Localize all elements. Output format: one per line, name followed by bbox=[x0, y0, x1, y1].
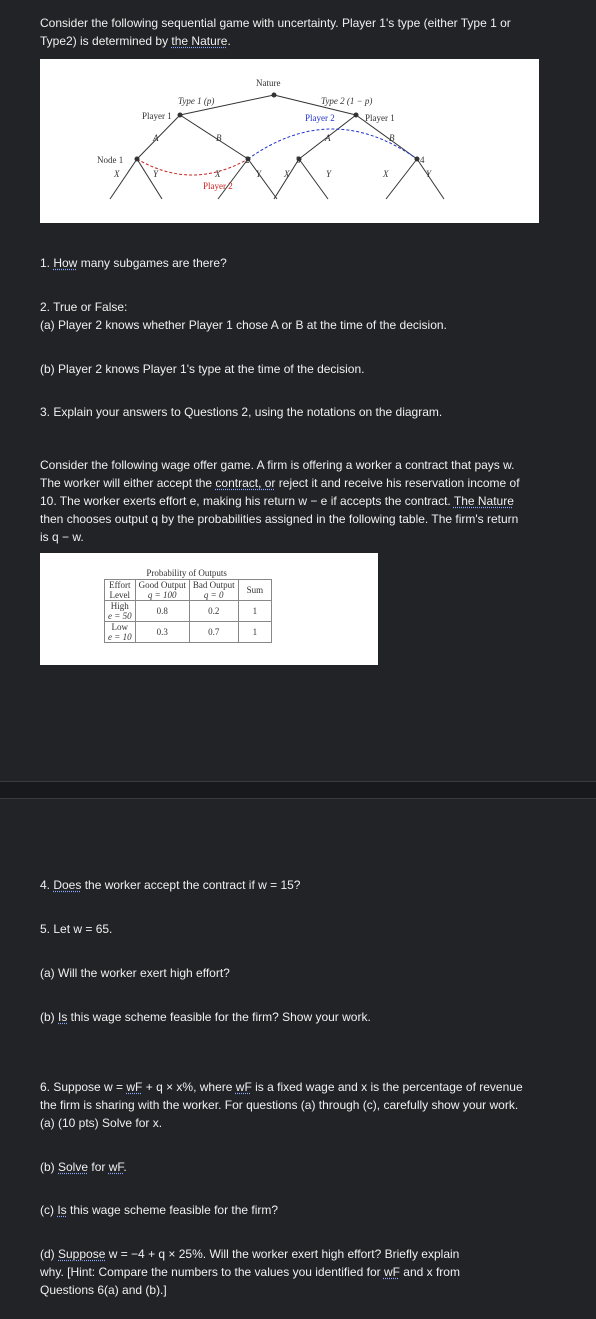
q6d-prefix: (d) bbox=[40, 1247, 58, 1261]
question-5a: (a) Will the worker exert high effort? bbox=[40, 966, 230, 980]
table-cell: 0.8 bbox=[135, 601, 189, 622]
q6b-text: for bbox=[88, 1160, 109, 1174]
q5b-link[interactable]: Is bbox=[58, 1010, 68, 1024]
tree-branch-b-right: B bbox=[389, 133, 395, 143]
page-separator bbox=[0, 781, 596, 799]
q6-link-wf-2[interactable]: wF bbox=[235, 1080, 252, 1094]
question-5-title: 5. Let w = 65. bbox=[40, 922, 113, 936]
tree-branch-a-right: A bbox=[325, 133, 331, 143]
q6b-period: . bbox=[123, 1160, 127, 1174]
tree-x-1: X bbox=[114, 169, 120, 179]
q6d-link-wf[interactable]: wF bbox=[383, 1265, 400, 1279]
wage-line-2 bbox=[40, 474, 560, 492]
q6d-text-c: and x from bbox=[399, 1265, 460, 1279]
question-1 bbox=[40, 254, 560, 272]
question-6d-line-2 bbox=[40, 1263, 560, 1281]
intro-line-2 bbox=[40, 32, 560, 50]
intro-period: . bbox=[227, 34, 231, 48]
q5b-prefix: (b) bbox=[40, 1010, 58, 1024]
wage-text-a: The worker will either accept the bbox=[40, 476, 216, 490]
tree-y-4: Y bbox=[426, 169, 432, 179]
wage-text-c: 10. The worker exerts effort e, making his return w − e if accepts the contract. bbox=[40, 494, 454, 508]
table-cell: 0.2 bbox=[189, 601, 238, 622]
q6b-link[interactable]: Solve bbox=[58, 1160, 89, 1174]
bad-q: q = 0 bbox=[203, 590, 224, 600]
q4-text: the worker accept the contract if w = 15? bbox=[81, 878, 301, 892]
tree-x-2: X bbox=[215, 169, 221, 179]
table-header-sum: Sum bbox=[238, 580, 272, 601]
level-label: Level bbox=[109, 590, 131, 600]
high-label: High bbox=[110, 601, 129, 611]
question-6b bbox=[40, 1158, 560, 1176]
q6-link-wf[interactable]: wF bbox=[126, 1080, 143, 1094]
wage-line-4: then chooses output q by the probabilities assigned in the following table. The firm's return bbox=[40, 512, 519, 526]
good-q: q = 100 bbox=[147, 590, 177, 600]
high-e: e = 50 bbox=[108, 611, 132, 621]
q6c-prefix: (c) bbox=[40, 1203, 58, 1217]
table-row bbox=[105, 566, 272, 580]
probability-table bbox=[104, 566, 272, 643]
tree-player1-right: Player 1 bbox=[365, 113, 395, 123]
good-label: Good Output bbox=[138, 580, 186, 590]
question-5b bbox=[40, 1008, 560, 1026]
wage-line-1: Consider the following wage offer game. A firm is offering a worker a contract that pays w. bbox=[40, 458, 515, 472]
question-2-title: 2. True or False: bbox=[40, 300, 128, 314]
intro-line-1: Consider the following sequential game with uncertainty. Player 1's type (either Type 1 or bbox=[40, 16, 511, 30]
wage-link-contract[interactable]: contract, or bbox=[215, 476, 276, 490]
q1-number: 1. bbox=[40, 256, 54, 270]
q6c-text: this wage scheme feasible for the firm? bbox=[66, 1203, 279, 1217]
question-2b: (b) Player 2 knows Player 1's type at the time of the decision. bbox=[40, 362, 365, 376]
table-header-good bbox=[135, 580, 189, 601]
q6d-link[interactable]: Suppose bbox=[58, 1247, 106, 1261]
wage-line-5: is q − w. bbox=[40, 530, 84, 544]
question-6a: (a) (10 pts) Solve for x. bbox=[40, 1116, 163, 1130]
table-header-effort bbox=[105, 580, 136, 601]
tree-node1-label: Node 1 bbox=[97, 155, 124, 165]
q6-text-a: 6. Suppose w = bbox=[40, 1080, 127, 1094]
table-cell-empty bbox=[105, 566, 136, 580]
table-row-low bbox=[105, 622, 136, 643]
wage-line-3 bbox=[40, 492, 560, 510]
table-row bbox=[105, 622, 272, 643]
tree-nature-label: Nature bbox=[256, 78, 281, 88]
table-row bbox=[105, 601, 272, 622]
q6-text-c: is a fixed wage and x is the percentage of revenue bbox=[251, 1080, 523, 1094]
tree-y-3: Y bbox=[326, 169, 332, 179]
q6b-link-wf[interactable]: wF bbox=[108, 1160, 124, 1174]
tree-node4-label: 4 bbox=[420, 155, 425, 165]
tree-player1-left: Player 1 bbox=[142, 111, 172, 121]
q6b-prefix: (b) bbox=[40, 1160, 58, 1174]
table-row bbox=[105, 580, 272, 601]
tree-branch-b-left: B bbox=[216, 133, 222, 143]
table-cell: 1 bbox=[238, 601, 272, 622]
tree-y-2: Y bbox=[256, 169, 262, 179]
q6-text-b: + q × x%, where bbox=[142, 1080, 236, 1094]
q1-link[interactable]: How bbox=[53, 256, 78, 270]
tree-x-3: X bbox=[284, 169, 290, 179]
question-6d bbox=[40, 1245, 560, 1263]
table-header-top: Probability of Outputs bbox=[135, 566, 238, 580]
q1-text: many subgames are there? bbox=[77, 256, 227, 270]
tree-x-4: X bbox=[383, 169, 389, 179]
game-tree-svg bbox=[40, 59, 539, 223]
table-cell: 0.7 bbox=[189, 622, 238, 643]
intro-text: Type2) is determined by bbox=[40, 34, 172, 48]
low-e: e = 10 bbox=[108, 632, 132, 642]
effort-label: Effort bbox=[109, 580, 131, 590]
tree-player2-bottom: Player 2 bbox=[203, 181, 233, 191]
table-cell: 0.3 bbox=[135, 622, 189, 643]
table-cell: 1 bbox=[238, 622, 272, 643]
question-3: 3. Explain your answers to Questions 2, using the notations on the diagram. bbox=[40, 405, 443, 419]
q4-number: 4. bbox=[40, 878, 54, 892]
wage-text-b: reject it and receive his reservation income of bbox=[275, 476, 520, 490]
tree-y-1: Y bbox=[153, 169, 159, 179]
intro-link-nature[interactable]: the Nature bbox=[171, 34, 228, 48]
question-4 bbox=[40, 876, 560, 894]
tree-player2-top: Player 2 bbox=[305, 113, 335, 123]
q6c-link[interactable]: Is bbox=[57, 1203, 67, 1217]
q4-link[interactable]: Does bbox=[53, 878, 82, 892]
q6d-text: w = −4 + q × 25%. Will the worker exert high effort? Briefly explain bbox=[105, 1247, 460, 1261]
question-6d-line-3: Questions 6(a) and (b).] bbox=[40, 1283, 167, 1297]
question-6c bbox=[40, 1201, 560, 1219]
bad-label: Bad Output bbox=[192, 580, 235, 590]
tree-type2-label: Type 2 (1 − p) bbox=[321, 96, 373, 106]
probability-table-figure bbox=[40, 553, 378, 665]
game-tree-figure bbox=[40, 59, 539, 223]
wage-link-nature[interactable]: The Nature bbox=[453, 494, 514, 508]
tree-type1-label: Type 1 (p) bbox=[178, 96, 215, 106]
table-cell-empty bbox=[238, 566, 272, 580]
table-row-high bbox=[105, 601, 136, 622]
q6d-text-b: why. [Hint: Compare the numbers to the values you identified for bbox=[40, 1265, 384, 1279]
tree-node2-label: 2 bbox=[245, 155, 250, 165]
tree-branch-a-left: A bbox=[153, 133, 159, 143]
table-header-bad bbox=[189, 580, 238, 601]
q5b-text: this wage scheme feasible for the firm? Show your work. bbox=[67, 1010, 371, 1024]
question-2a: (a) Player 2 knows whether Player 1 chose A or B at the time of the decision. bbox=[40, 318, 447, 332]
low-label: Low bbox=[111, 622, 129, 632]
tree-node3-label: 3 bbox=[296, 155, 301, 165]
question-6-line-2: the firm is sharing with the worker. For questions (a) through (c), carefully show your work. bbox=[40, 1098, 519, 1112]
question-6-line-1 bbox=[40, 1078, 560, 1096]
